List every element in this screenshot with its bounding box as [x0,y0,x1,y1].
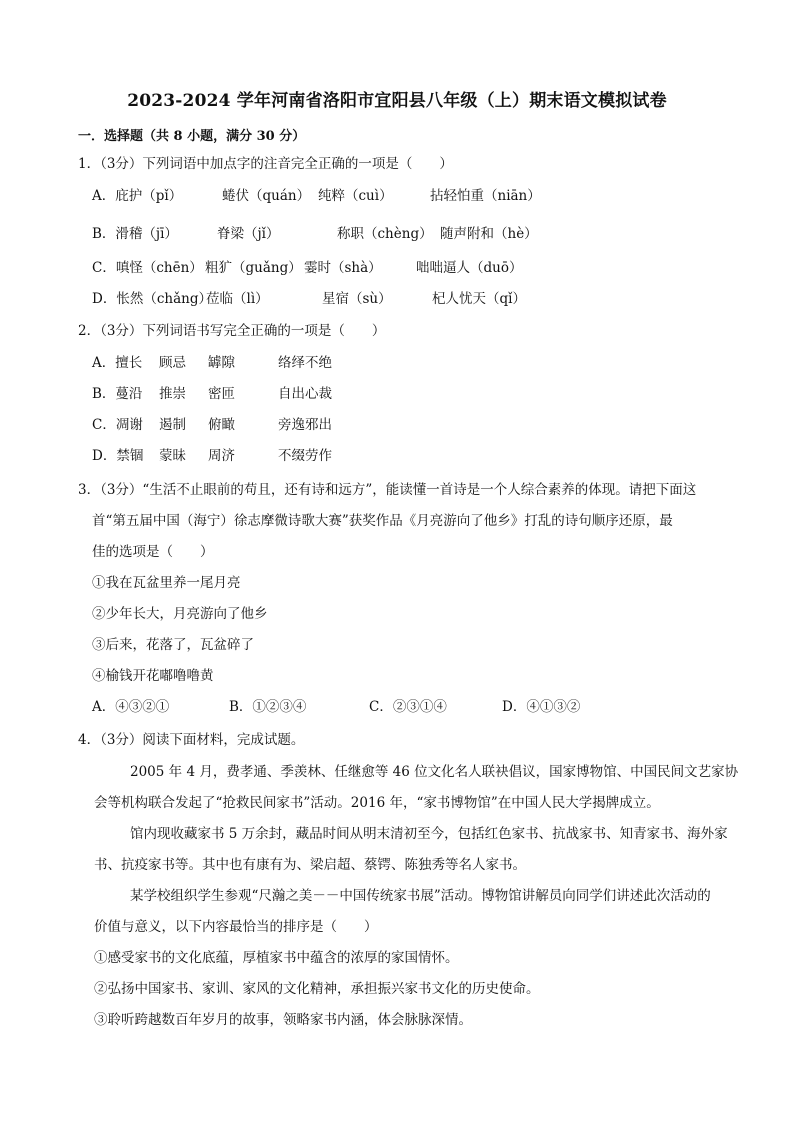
q3-stem-line1: 3．（3分）“生活不止眼前的苟且，还有诗和远方”，能读懂一首诗是一个人综合素养的体现。请把下面这 [78,482,697,498]
q4-item-1: ①感受家书的文化底蕴，厚植家书中蕴含的浓厚的家国情怀。 [94,950,459,966]
q3-line-3: ③后来，花落了，瓦盆碎了 [92,637,254,653]
q2-b-3: 密匝 [208,386,235,402]
q2-d-1: D．禁锢 [92,448,144,464]
q4-para2-line1: 馆内现收藏家书 5 万余封，藏品时间从明末清初至今，包括红色家书、抗战家书、知青家书、海外家 [130,826,728,842]
q2-d-3: 周济 [208,448,235,464]
q3-option-a: A．④③②① [92,699,170,715]
q3-option-b: B．①②③④ [229,699,307,715]
q2-c-3: 俯瞰 [208,417,235,433]
q2-a-2: 顾忌 [159,355,186,371]
q3-stem-line2: 首“第五届中国（海宁）徐志摩微诗歌大赛”获奖作品《月亮游向了他乡》打乱的诗句顺序还原，最 [92,513,673,529]
q1-d-1: D．怅然（chǎng） [92,291,212,307]
q3-stem-line3: 佳的选项是（ ） [92,544,214,560]
q1-a-4: 拈轻怕重（niān） [430,188,541,204]
q1-b-4: 随声附和（hè） [440,226,538,242]
q4-item-3: ③聆听跨越数百年岁月的故事，领略家书内涵，体会脉脉深情。 [94,1012,472,1028]
q1-b-3: 称职（chèng） [337,226,433,242]
q4-para2-line2: 书、抗疫家书等。其中也有康有为、梁启超、蔡锷、陈独秀等名人家书。 [94,857,526,873]
q1-d-2: 莅临（lì） [206,291,269,307]
q1-d-3: 星宿（sù） [322,291,392,307]
q3-line-2: ②少年长大，月亮游向了他乡 [92,606,268,622]
q3-option-d: D．④①③② [502,699,581,715]
q1-b-2: 脊梁（jǐ） [217,226,280,242]
q3-option-c: C．②③①④ [369,699,447,715]
q4-item-2: ②弘扬中国家书、家训、家风的文化精神，承担振兴家书文化的历史使命。 [94,981,540,997]
q1-option-a [92,187,732,205]
q2-b-1: B．蔓沿 [92,386,143,402]
q2-c-1: C．凋谢 [92,417,143,433]
q1-c-4: 咄咄逼人（duō） [416,260,523,276]
q1-a-2: 蜷伏（quán） [222,188,311,204]
q1-d-4: 杞人忧天（qǐ） [432,291,526,307]
q3-line-1: ①我在瓦盆里养一尾月亮 [92,575,241,591]
q2-option-c [92,416,732,434]
q2-a-3: 罅隙 [208,355,235,371]
q1-c-2: 粗犷（guǎng） [205,260,302,276]
q1-option-d [92,290,732,308]
q4-stem: 4．（3分）阅读下面材料，完成试题。 [78,732,305,748]
q2-stem: 2．（3分）下列词语书写完全正确的一项是（ ） [78,323,386,339]
q1-c-1: C．嗔怪（chēn） [92,260,203,276]
q2-d-4: 不缀劳作 [278,448,332,464]
q2-c-4: 旁逸邪出 [278,417,332,433]
q2-option-d [92,447,732,465]
q1-stem: 1．（3分）下列词语中加点字的注音完全正确的一项是（ ） [78,156,453,172]
q2-a-1: A．擅长 [92,355,143,371]
q2-b-2: 推崇 [159,386,186,402]
q4-para1-line2: 会等机构联合发起了“抢救民间家书”活动。2016 年，“家书博物馆”在中国人民大学揭牌成立。 [94,795,660,811]
q1-a-3: 纯粹（cuì） [318,188,393,204]
q3-options [92,698,732,716]
q1-b-1: B．滑稽（jī） [92,226,178,242]
q3-line-4: ④榆钱开花嘟噜噜黄 [92,668,214,684]
q1-c-3: 霎时（shà） [304,260,382,276]
q2-option-b [92,385,732,403]
q1-option-c [92,259,732,277]
section-heading: 一．选择题（共 8 小题，满分 30 分） [78,129,306,144]
q1-a-1: A．庇护（pǐ） [92,188,183,204]
q4-para3-line1: 某学校组织学生参观“尺瀚之美－－中国传统家书展”活动。博物馆讲解员向同学们讲述此次活动的 [130,888,711,904]
q2-option-a [92,354,732,372]
q1-option-b [92,225,732,243]
q2-d-2: 蒙昧 [159,448,186,464]
q2-a-4: 络绎不绝 [278,355,332,371]
q2-b-4: 自出心裁 [278,386,332,402]
q2-c-2: 遏制 [159,417,186,433]
q4-para1-line1: 2005 年 4 月，费孝通、季羡林、任继愈等 46 位文化名人联袂倡议，国家博物馆、中国民间文艺家协 [130,764,739,780]
exam-title: 2023-2024 学年河南省洛阳市宜阳县八年级（上）期末语文模拟试卷 [127,91,667,111]
q4-para3-line2: 价值与意义，以下内容最恰当的排序是（ ） [94,919,378,935]
